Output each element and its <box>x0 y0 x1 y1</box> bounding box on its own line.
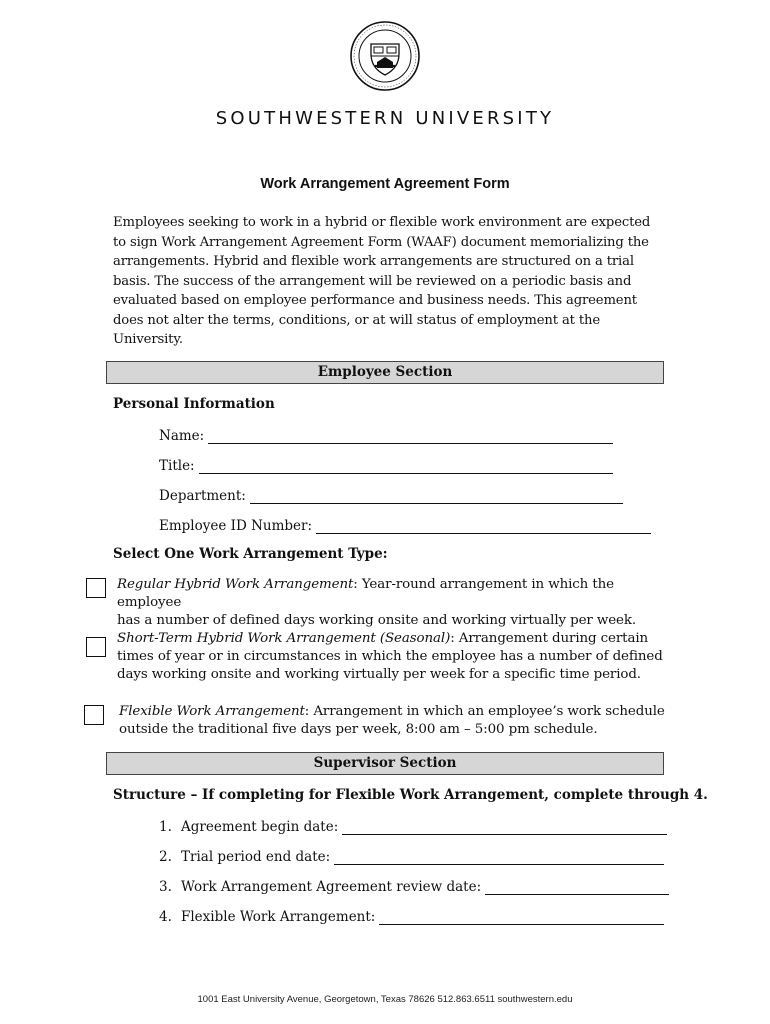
supervisor-section-header: Supervisor Section <box>106 752 664 775</box>
department-input[interactable] <box>250 491 623 504</box>
trial-period-end-date-input[interactable] <box>334 852 664 865</box>
intro-line: Employees seeking to work in a hybrid or flexible work environment are expected <box>113 215 651 230</box>
option-name: Regular Hybrid Work Arrangement <box>117 577 354 592</box>
regular-hybrid-option <box>117 576 667 630</box>
flexible-work-arrangement-input[interactable] <box>379 912 664 925</box>
footer-address: 1001 East University Avenue, Georgetown, Texas 78626 512.863.6511 southwestern.edu <box>197 994 573 1005</box>
intro-line: evaluated based on employee performance and business needs. This agreement <box>113 293 637 308</box>
employee-section-header: Employee Section <box>106 361 664 384</box>
flexible-work-checkbox[interactable] <box>84 705 104 725</box>
item-label: Work Arrangement Agreement review date: <box>181 879 482 895</box>
option-desc: : Year-round arrangement in which the employee <box>117 577 614 610</box>
employee-id-input[interactable] <box>316 521 651 534</box>
name-label: Name: <box>159 428 205 444</box>
trial-period-end-date-field[interactable] <box>159 847 664 865</box>
agreement-begin-date-field[interactable] <box>159 817 667 835</box>
intro-line: University. <box>113 332 183 347</box>
university-seal-icon <box>349 20 421 92</box>
regular-hybrid-checkbox[interactable] <box>86 578 106 598</box>
department-label: Department: <box>159 488 246 504</box>
structure-heading: Structure – If completing for Flexible Work Arrangement, complete through 4. <box>113 787 708 803</box>
intro-line: arrangements. Hybrid and flexible work arrangements are structured on a trial <box>113 254 634 269</box>
employee-id-label: Employee ID Number: <box>159 518 313 534</box>
title-label: Title: <box>159 458 195 474</box>
item-label: Trial period end date: <box>181 849 331 865</box>
item-number: 1. <box>159 819 172 835</box>
name-field[interactable] <box>159 426 613 444</box>
title-input[interactable] <box>199 461 613 474</box>
intro-paragraph <box>113 213 673 350</box>
short-term-hybrid-checkbox[interactable] <box>86 637 106 657</box>
option-desc: times of year or in circumstances in which the employee has a number of defined <box>117 649 663 664</box>
option-desc: : Arrangement in which an employee’s work schedule <box>304 704 665 719</box>
employee-id-field[interactable] <box>159 516 651 534</box>
item-label: Flexible Work Arrangement: <box>181 909 376 925</box>
intro-line: to sign Work Arrangement Agreement Form (WAAF) document memorializing the <box>113 234 649 250</box>
arrangement-type-heading: Select One Work Arrangement Type: <box>113 546 388 562</box>
university-name: SOUTHWESTERN UNIVERSITY <box>215 108 555 129</box>
item-label: Agreement begin date: <box>181 819 339 835</box>
personal-information-heading: Personal Information <box>113 396 275 412</box>
flexible-work-option <box>119 703 669 739</box>
option-name: Flexible Work Arrangement <box>119 704 305 719</box>
intro-line: basis. The success of the arrangement will be reviewed on a periodic basis and <box>113 273 632 289</box>
flexible-work-arrangement-field[interactable] <box>159 907 664 925</box>
item-number: 4. <box>159 909 172 925</box>
item-number: 2. <box>159 849 172 865</box>
title-field[interactable] <box>159 456 613 474</box>
review-date-input[interactable] <box>485 882 669 895</box>
name-input[interactable] <box>208 431 613 444</box>
intro-line: does not alter the terms, conditions, or at will status of employment at the <box>113 312 601 328</box>
option-name: Short-Term Hybrid Work Arrangement (Seasonal) <box>117 631 451 646</box>
form-title: Work Arrangement Agreement Form <box>260 176 510 192</box>
review-date-field[interactable] <box>159 877 669 895</box>
option-desc: : Arrangement during certain <box>450 631 649 646</box>
option-desc: outside the traditional five days per week, 8:00 am – 5:00 pm schedule. <box>119 722 598 737</box>
item-number: 3. <box>159 879 172 895</box>
option-desc: has a number of defined days working onsite and working virtually per week. <box>117 613 637 628</box>
department-field[interactable] <box>159 486 623 504</box>
option-desc: days working onsite and working virtually per week for a specific time period. <box>117 667 641 682</box>
short-term-hybrid-option <box>117 630 667 684</box>
agreement-begin-date-input[interactable] <box>342 822 667 835</box>
